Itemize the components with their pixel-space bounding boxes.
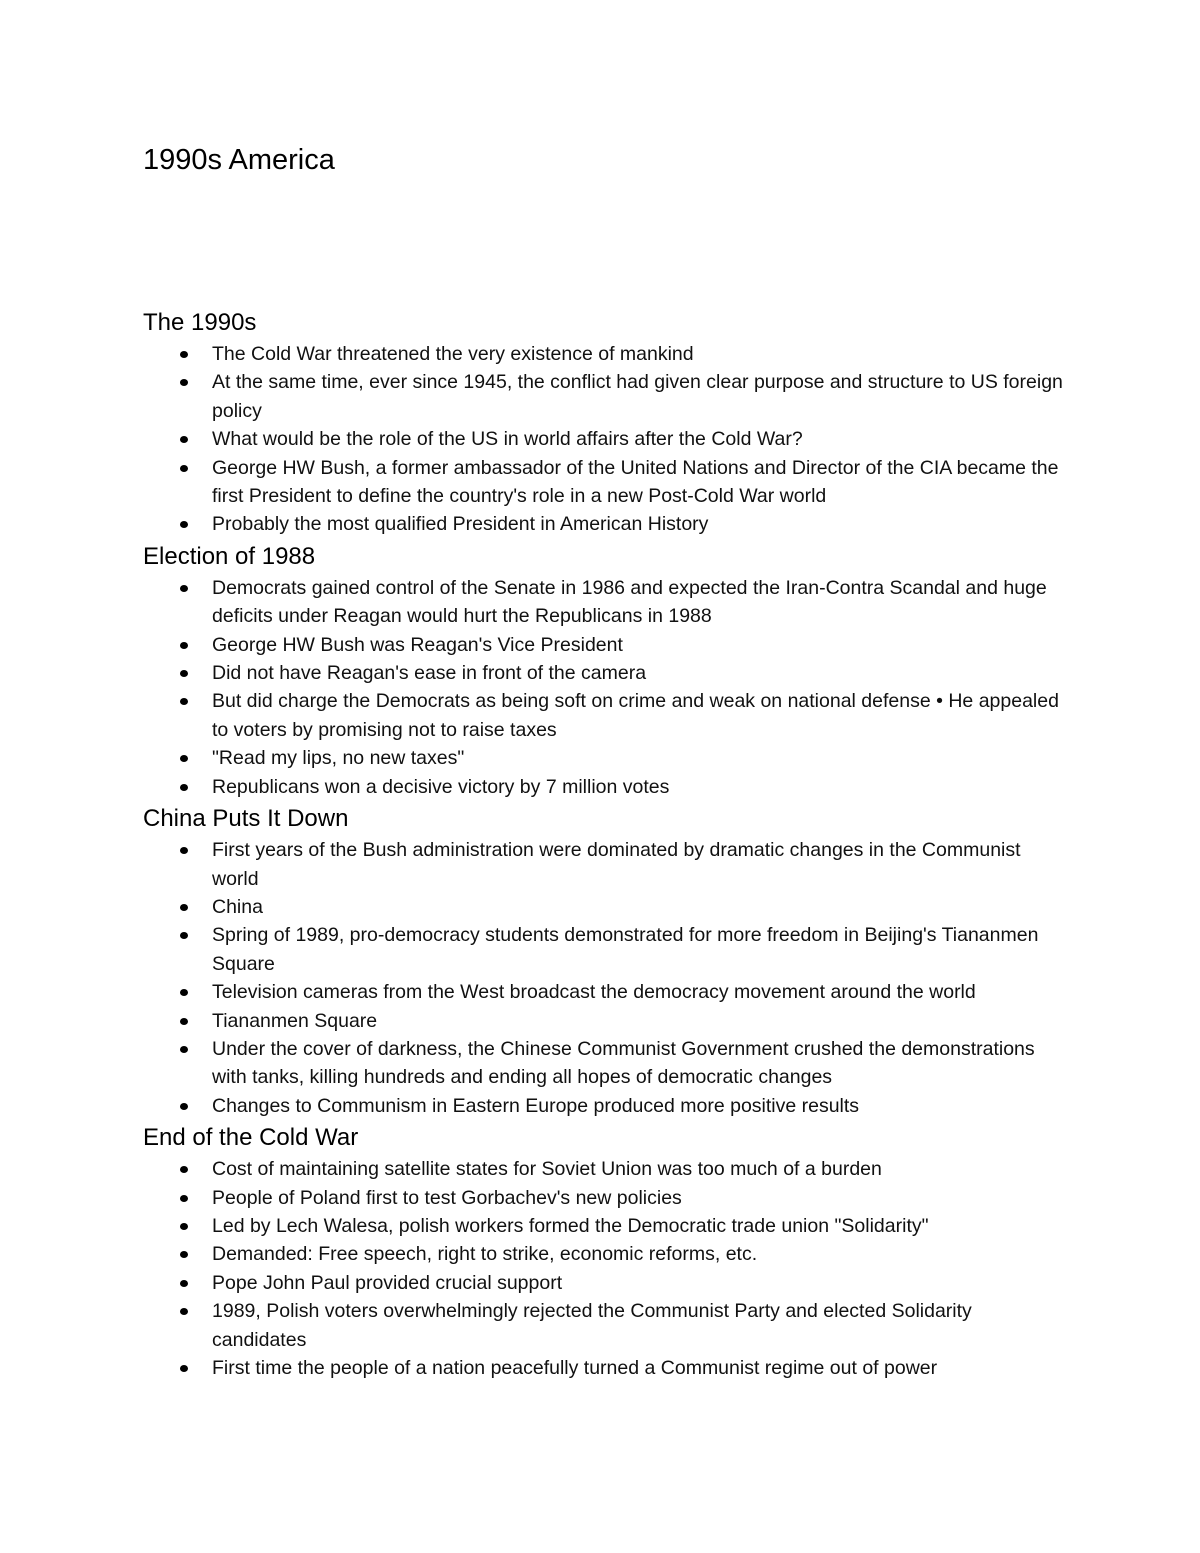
- list-item-text: Probably the most qualified President in American History: [212, 513, 709, 536]
- section-heading: End of the Cold War: [143, 1124, 359, 1152]
- list-item: [143, 340, 1063, 368]
- list-item: [143, 921, 1063, 978]
- list-item-text: Spring of 1989, pro-democracy students demonstrated for more freedom in Beijing's Tiananmen Square: [212, 924, 1039, 975]
- list-item: [143, 1212, 1063, 1240]
- list-item: [143, 773, 1063, 801]
- bullet-dot-icon: [180, 1365, 188, 1372]
- list-item-text: China: [212, 895, 263, 918]
- list-item-text: Led by Lech Walesa, polish workers formed the Democratic trade union "Solidarity": [212, 1214, 929, 1237]
- list-item-text: Republicans won a decisive victory by 7 million votes: [212, 775, 670, 798]
- list-item: [143, 1354, 1063, 1382]
- list-item-text: The Cold War threatened the very existence of mankind: [212, 343, 694, 365]
- section-heading: Election of 1988: [143, 542, 316, 570]
- list-item: [143, 368, 1063, 425]
- list-item-text: What would be the role of the US in world affairs after the Cold War?: [212, 428, 803, 451]
- list-item: [143, 454, 1063, 511]
- bullet-dot-icon: [180, 1018, 188, 1025]
- bullet-dot-icon: [180, 1251, 188, 1258]
- list-item: [143, 978, 1063, 1006]
- bullet-dot-icon: [180, 1280, 188, 1287]
- bullet-dot-icon: [180, 670, 188, 677]
- section-heading: China Puts It Down: [143, 805, 349, 833]
- bullet-dot-icon: [180, 1223, 188, 1230]
- bullet-dot-icon: [180, 642, 188, 649]
- list-item-text: But did charge the Democrats as being soft on crime and weak on national defense • He appealed to voters by promising not to raise taxes: [212, 690, 1059, 741]
- list-item-text: At the same time, ever since 1945, the conflict had given clear purpose and structure to US foreign policy: [212, 371, 1063, 422]
- list-item-text: Changes to Communism in Eastern Europe produced more positive results: [212, 1094, 860, 1117]
- bullet-list: [143, 1155, 1063, 1382]
- bullet-list: [143, 574, 1063, 801]
- list-item: [143, 893, 1063, 921]
- list-item: [143, 574, 1063, 631]
- bullet-dot-icon: [180, 521, 188, 528]
- bullet-dot-icon: [180, 1103, 188, 1110]
- list-item-text: First years of the Bush administration were dominated by dramatic changes in the Communist world: [212, 839, 1021, 890]
- list-item: [143, 1155, 1063, 1183]
- list-item: [143, 425, 1063, 453]
- list-item: [143, 1269, 1063, 1297]
- list-item: [143, 1035, 1063, 1092]
- bullet-dot-icon: [180, 1195, 188, 1202]
- list-item-text: George HW Bush, a former ambassador of the United Nations and Director of the CIA became the first President to define the country's role in a new Post-Cold War world: [212, 456, 1059, 508]
- list-item-text: Demanded: Free speech, right to strike, economic reforms, etc.: [212, 1243, 758, 1266]
- list-item: [143, 836, 1063, 893]
- bullet-dot-icon: [180, 755, 188, 762]
- list-item: [143, 659, 1063, 687]
- bullet-dot-icon: [180, 932, 188, 939]
- list-item-text: Pope John Paul provided crucial support: [212, 1271, 563, 1294]
- document-title: 1990s America: [143, 144, 335, 176]
- bullet-list: [143, 340, 1063, 539]
- section-heading: The 1990s: [143, 309, 257, 336]
- bullet-dot-icon: [180, 989, 188, 996]
- bullet-dot-icon: [180, 1166, 188, 1173]
- list-item-text: Did not have Reagan's ease in front of the camera: [212, 662, 647, 685]
- document-body: [143, 306, 1063, 1383]
- list-item: [143, 744, 1063, 772]
- list-item: [143, 510, 1063, 538]
- list-item: [143, 1297, 1063, 1354]
- list-item-text: Under the cover of darkness, the Chinese Communist Government crushed the demonstrations with tanks, killing hundreds and ending all hopes of democratic changes: [212, 1037, 1035, 1089]
- list-item: [143, 1240, 1063, 1268]
- bullet-dot-icon: [180, 465, 188, 472]
- list-item-text: Tiananmen Square: [212, 1009, 378, 1032]
- bullet-dot-icon: [180, 1046, 188, 1053]
- list-item-text: Cost of maintaining satellite states for Soviet Union was too much of a burden: [212, 1158, 882, 1181]
- bullet-dot-icon: [180, 585, 188, 592]
- list-item: [143, 1184, 1063, 1212]
- bullet-dot-icon: [180, 1308, 188, 1315]
- bullet-dot-icon: [180, 698, 188, 705]
- list-item: [143, 1092, 1063, 1120]
- bullet-dot-icon: [180, 784, 188, 791]
- bullet-dot-icon: [180, 351, 188, 358]
- bullet-dot-icon: [180, 904, 188, 911]
- list-item-text: "Read my lips, no new taxes": [212, 747, 465, 770]
- list-item-text: Democrats gained control of the Senate in 1986 and expected the Iran-Contra Scandal and huge deficits under Reagan would hurt the Republicans in 1988: [212, 576, 1047, 628]
- list-item-text: People of Poland first to test Gorbachev's new policies: [212, 1186, 682, 1209]
- list-item: [143, 631, 1063, 659]
- bullet-dot-icon: [180, 436, 188, 443]
- list-item-text: Television cameras from the West broadcast the democracy movement around the world: [212, 981, 976, 1004]
- list-item-text: George HW Bush was Reagan's Vice President: [212, 633, 623, 656]
- list-item-text: 1989, Polish voters overwhelmingly rejected the Communist Party and elected Solidarity candidates: [212, 1300, 972, 1351]
- bullet-list: [143, 836, 1063, 1120]
- bullet-dot-icon: [180, 847, 188, 854]
- list-item: [143, 687, 1063, 744]
- list-item-text: First time the people of a nation peacefully turned a Communist regime out of power: [212, 1357, 938, 1379]
- list-item: [143, 1007, 1063, 1035]
- bullet-dot-icon: [180, 379, 188, 386]
